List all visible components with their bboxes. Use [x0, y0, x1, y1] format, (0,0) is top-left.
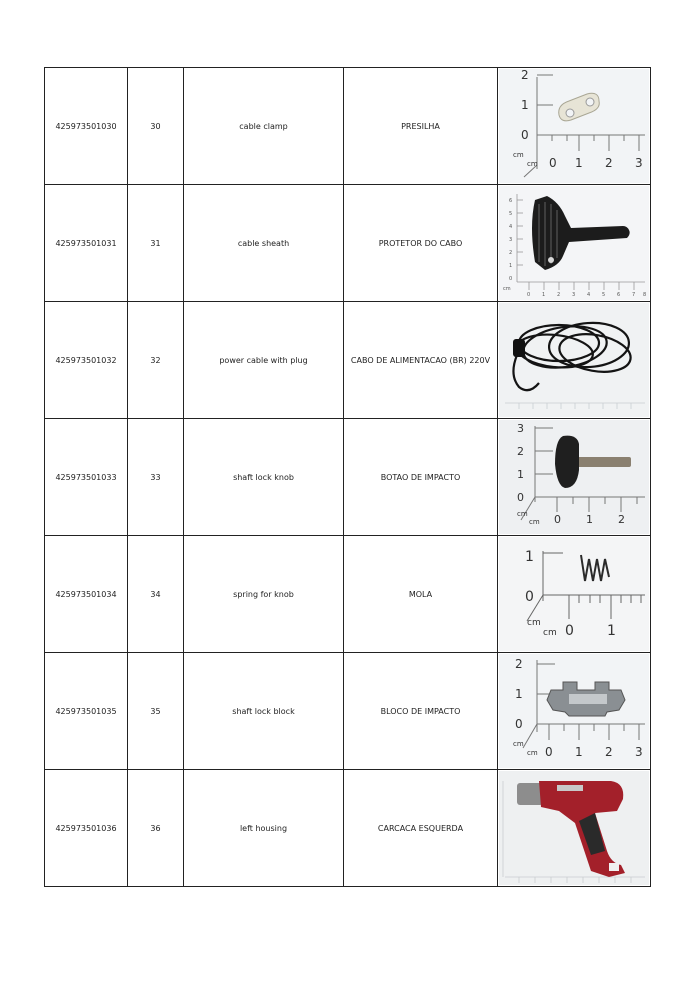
description-english: cable sheath: [184, 185, 344, 302]
scale-label: 1: [517, 468, 524, 481]
table-row: [45, 536, 651, 653]
description-english: cable clamp: [184, 68, 344, 185]
scale-label: 0: [554, 513, 561, 526]
description-portuguese: BLOCO DE IMPACTO: [344, 653, 498, 770]
part-number: 425973501030: [45, 68, 128, 185]
scale-label: 2: [605, 156, 613, 170]
scale-label: 0: [525, 589, 534, 605]
scale-label: 0: [515, 717, 523, 731]
description-portuguese: BOTAO DE IMPACTO: [344, 419, 498, 536]
scale-label: 5: [509, 211, 513, 217]
scale-label: 2: [618, 513, 625, 526]
scale-label: 2: [557, 292, 561, 298]
description-english: power cable with plug: [184, 302, 344, 419]
description-portuguese: PROTETOR DO CABO: [344, 185, 498, 302]
part-photo-spring: [499, 537, 649, 651]
scale-label: 0: [545, 745, 553, 759]
part-number: 425973501031: [45, 185, 128, 302]
scale-label: 6: [617, 292, 621, 298]
scale-label: 4: [587, 292, 591, 298]
part-photo-power-cable-with-plug: [499, 303, 649, 417]
description-portuguese: MOLA: [344, 536, 498, 653]
scale-label: 2: [509, 250, 513, 256]
part-photo-cable-sheath: [499, 186, 649, 300]
scale-label: 3: [572, 292, 576, 298]
position-number: 31: [128, 185, 184, 302]
scale-label: 7: [632, 292, 636, 298]
table-row: [45, 185, 651, 302]
description-portuguese: CABO DE ALIMENTACAO (BR) 220V: [344, 302, 498, 419]
scale-label: 1: [525, 549, 534, 565]
scale-label: 0: [565, 623, 574, 639]
description-english: shaft lock knob: [184, 419, 344, 536]
description-english: spring for knob: [184, 536, 344, 653]
scale-unit: cm: [529, 518, 540, 526]
scale-label: 2: [605, 745, 613, 759]
position-number: 32: [128, 302, 184, 419]
parts-table: [44, 67, 651, 887]
description-english: shaft lock block: [184, 653, 344, 770]
part-photo-cable-clamp: [499, 69, 649, 183]
scale-unit: cm: [543, 628, 557, 638]
position-number: 33: [128, 419, 184, 536]
part-number: 425973501034: [45, 536, 128, 653]
scale-label: 0: [521, 128, 529, 142]
plug-shape: [513, 339, 525, 357]
position-number: 34: [128, 536, 184, 653]
table-row: [45, 68, 651, 185]
scale-unit: cm: [527, 749, 538, 757]
scale-unit: cm: [527, 618, 541, 628]
scale-label: 1: [509, 263, 513, 269]
part-number: 425973501036: [45, 770, 128, 887]
description-portuguese: PRESILHA: [344, 68, 498, 185]
description-portuguese: CARCACA ESQUERDA: [344, 770, 498, 887]
table-row: [45, 419, 651, 536]
part-number: 425973501032: [45, 302, 128, 419]
scale-label: 2: [515, 657, 523, 671]
scale-label: 1: [586, 513, 593, 526]
scale-label: 8: [643, 292, 647, 298]
position-number: 36: [128, 770, 184, 887]
table-row: [45, 770, 651, 887]
part-photo-left-housing: [499, 771, 649, 885]
scale-label: 3: [635, 745, 643, 759]
scale-label: 3: [509, 237, 513, 243]
scale-label: 0: [517, 491, 524, 504]
position-number: 35: [128, 653, 184, 770]
scale-label: 0: [509, 276, 513, 282]
scale-label: 1: [515, 687, 523, 701]
scale-unit: cm: [513, 740, 524, 748]
scale-label: 6: [509, 198, 513, 204]
scale-unit: cm: [513, 151, 524, 159]
scale-label: 2: [521, 69, 529, 82]
scale-label: 4: [509, 224, 513, 230]
scale-label: 1: [607, 623, 616, 639]
part-number: 425973501035: [45, 653, 128, 770]
table-row: [45, 302, 651, 419]
scale-label: 0: [527, 292, 531, 298]
scale-label: 5: [602, 292, 606, 298]
scale-label: 1: [575, 156, 583, 170]
scale-unit: cm: [527, 160, 538, 168]
part-photo-shaft-lock-knob: [499, 420, 649, 534]
description-english: left housing: [184, 770, 344, 887]
scale-label: 1: [542, 292, 546, 298]
part-number: 425973501033: [45, 419, 128, 536]
scale-label: 1: [575, 745, 583, 759]
table-row: [45, 653, 651, 770]
part-photo-shaft-lock-block: [499, 654, 649, 768]
scale-label: 3: [635, 156, 643, 170]
position-number: 30: [128, 68, 184, 185]
scale-label: 3: [517, 422, 524, 435]
scale-label: 0: [549, 156, 557, 170]
scale-label: 2: [517, 445, 524, 458]
scale-label: 1: [521, 98, 529, 112]
scale-unit: cm: [503, 286, 511, 292]
scale-unit: cm: [517, 510, 528, 518]
